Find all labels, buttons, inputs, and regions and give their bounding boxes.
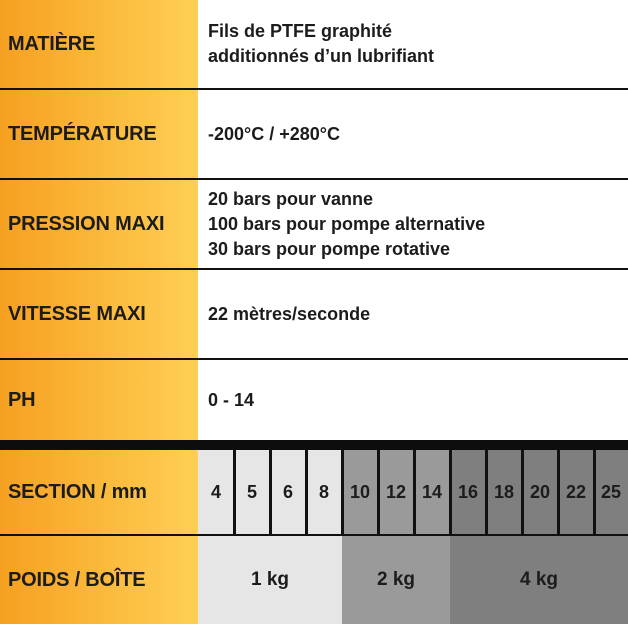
row-label: PH [0, 360, 198, 440]
cell-divider [593, 450, 596, 534]
section-cell: 4 [198, 450, 234, 534]
cell-divider [485, 450, 488, 534]
cell-divider [305, 450, 308, 534]
section-cell: 25 [594, 450, 628, 534]
row-value [198, 180, 628, 268]
value-line: 20 bars pour vanne [208, 188, 374, 209]
row-label: MATIÈRE [0, 0, 198, 88]
section-cell: 8 [306, 450, 342, 534]
cell-divider [377, 450, 380, 534]
section-values [198, 450, 628, 534]
section-cell: 16 [450, 450, 486, 534]
cell-divider [557, 450, 560, 534]
row-label: PRESSION MAXI [0, 180, 198, 268]
value-line: Fils de PTFE graphité [208, 21, 393, 41]
cell-divider [449, 450, 452, 534]
cell-divider [233, 450, 236, 534]
row-label: POIDS / BOÎTE [0, 536, 198, 624]
row-ph [0, 360, 628, 440]
cell-divider [269, 450, 272, 534]
value-line: 22 mètres/seconde [208, 303, 371, 324]
row-label: TEMPÉRATURE [0, 90, 198, 178]
weight-cell: 4 kg [450, 536, 628, 624]
row-value [198, 0, 628, 88]
weight-cell: 2 kg [342, 536, 450, 624]
row-value [198, 360, 628, 440]
section-cell: 14 [414, 450, 450, 534]
section-cell: 5 [234, 450, 270, 534]
value-line: -200°C / +280°C [208, 123, 340, 144]
section-cell: 6 [270, 450, 306, 534]
row-label: SECTION / mm [0, 450, 198, 534]
row-vitesse [0, 270, 628, 358]
row-value [198, 90, 628, 178]
section-cell: 12 [378, 450, 414, 534]
value-line: 100 bars pour pompe alternative [208, 213, 486, 234]
value-line: 30 bars pour pompe rotative [208, 238, 451, 259]
cell-divider [341, 450, 344, 534]
cell-divider [521, 450, 524, 534]
value-line: additionnés d’un lubrifiant [208, 46, 434, 66]
weight-cell: 1 kg [198, 536, 342, 624]
section-cell: 20 [522, 450, 558, 534]
row-pression [0, 180, 628, 268]
row-matiere [0, 0, 628, 88]
section-cell: 10 [342, 450, 378, 534]
row-label: VITESSE MAXI [0, 270, 198, 358]
section-cell: 22 [558, 450, 594, 534]
row-temperature [0, 90, 628, 178]
cell-divider [413, 450, 416, 534]
section-divider [0, 440, 628, 450]
row-value [198, 270, 628, 358]
section-cell: 18 [486, 450, 522, 534]
value-line: 0 - 14 [208, 389, 255, 410]
